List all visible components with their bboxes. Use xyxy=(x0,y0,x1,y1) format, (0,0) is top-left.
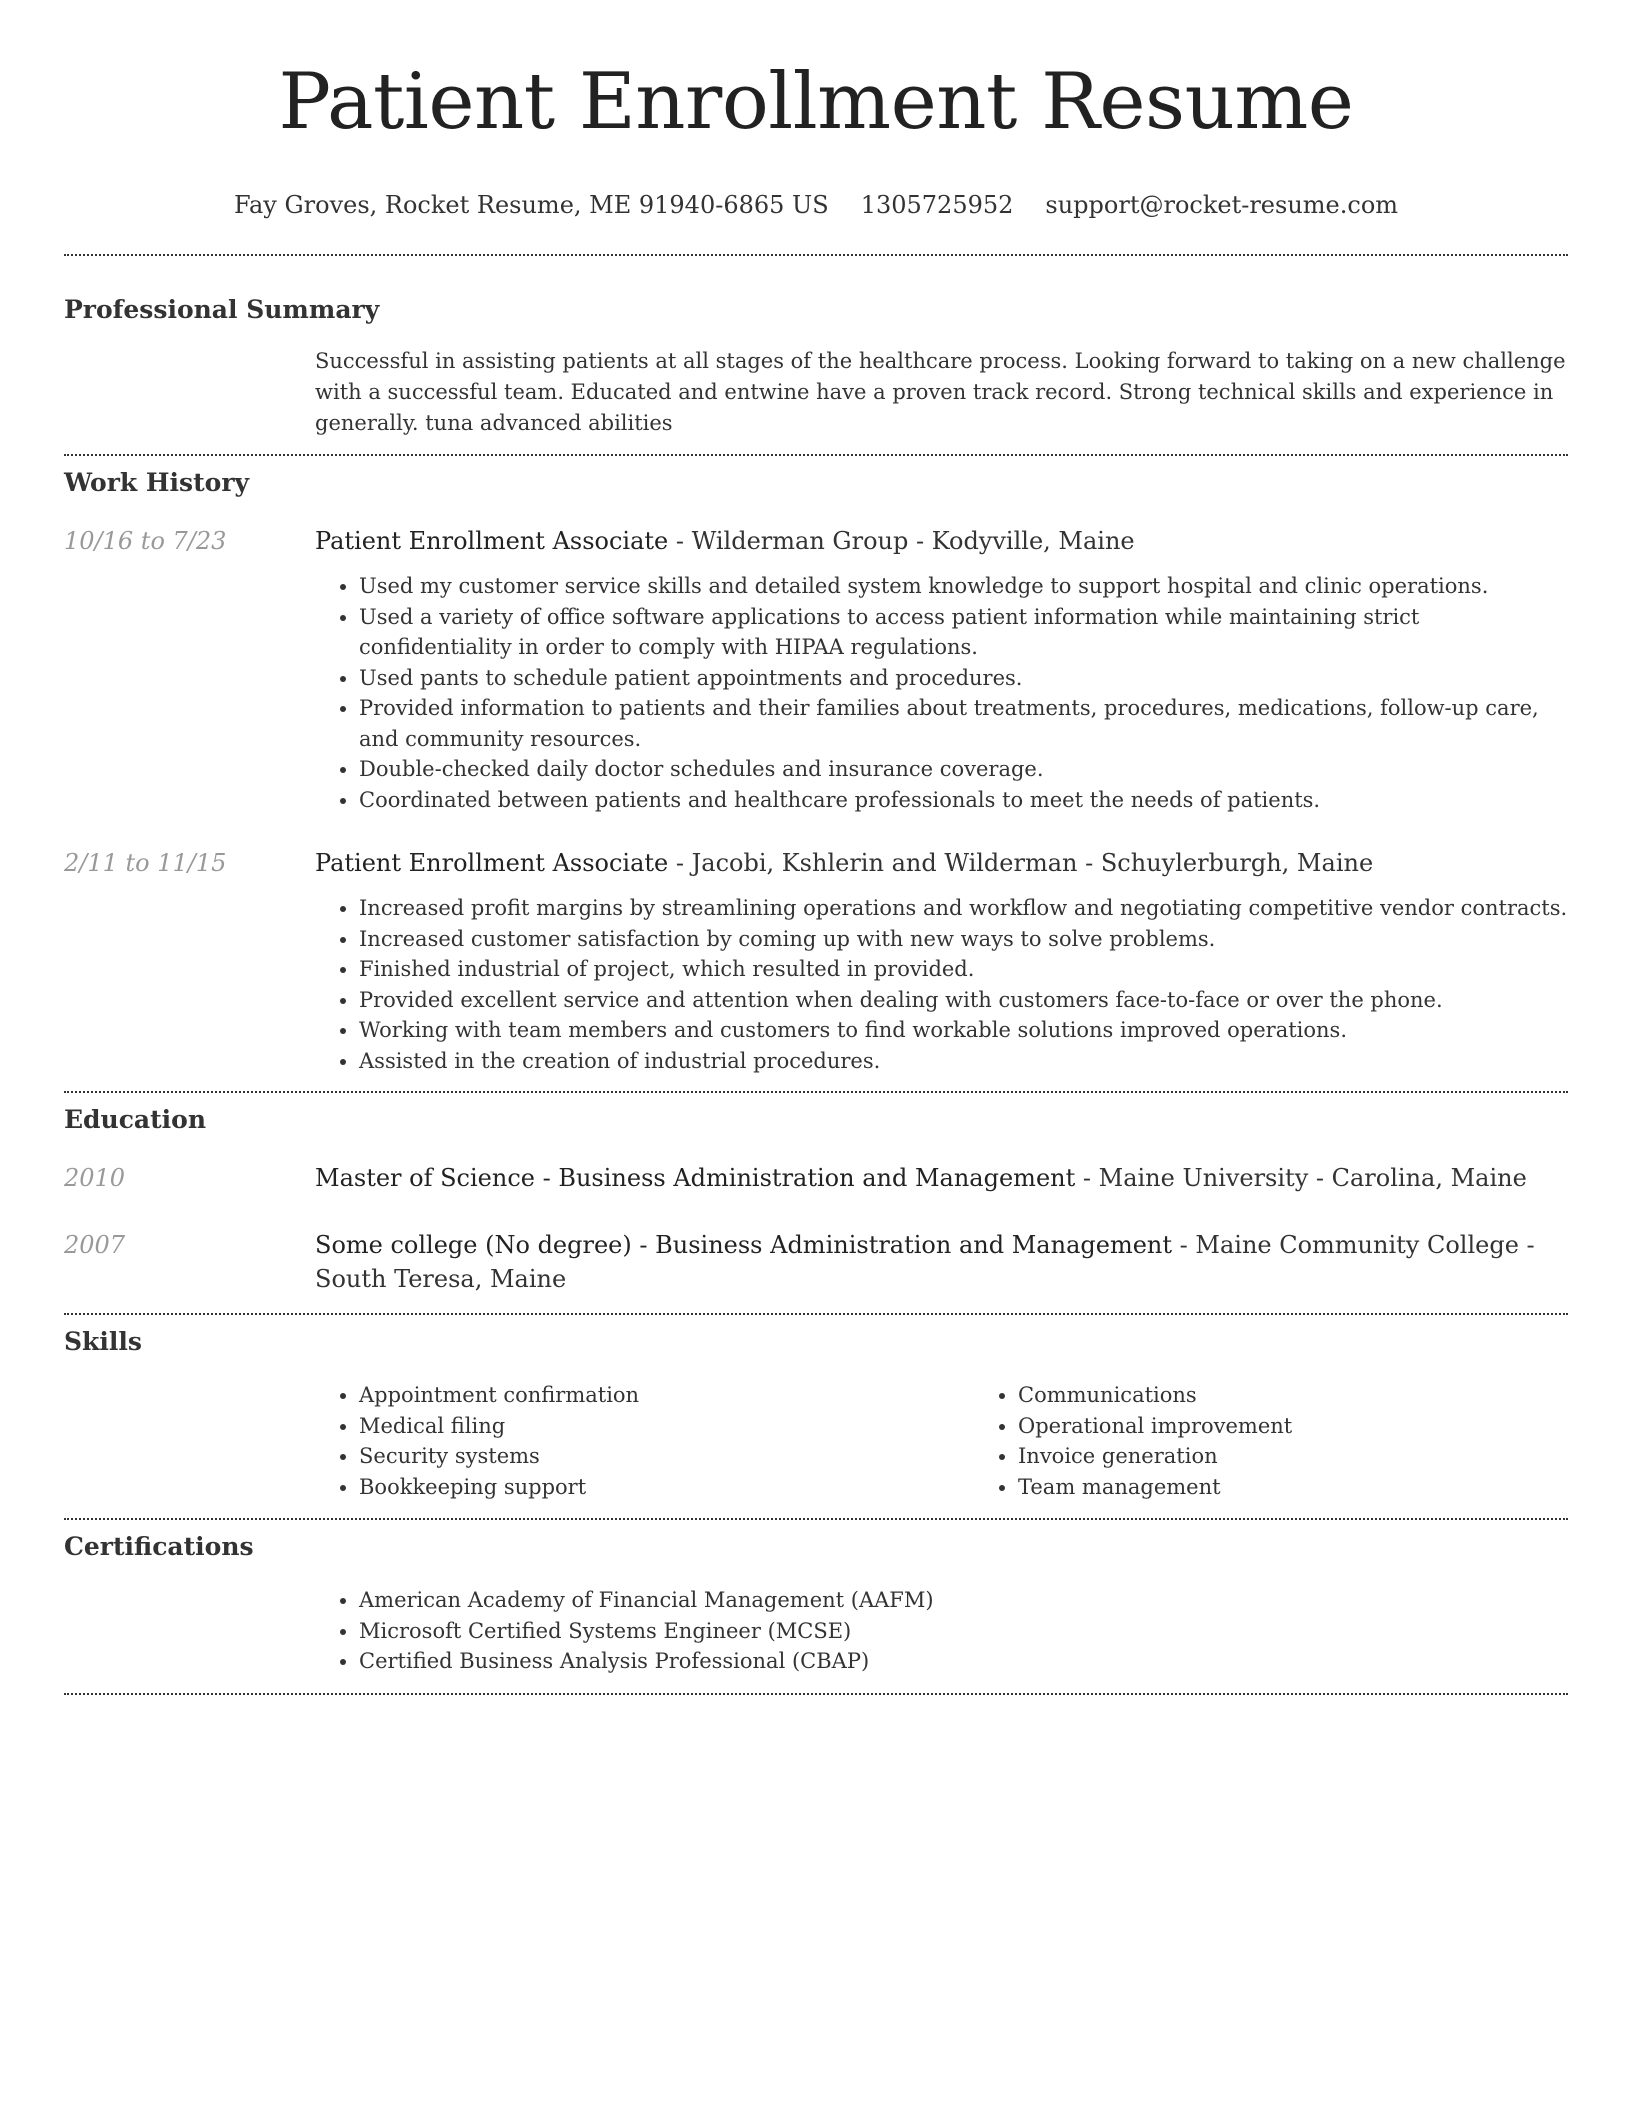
list-item: • Coordinated between patients and healthcare professionals to meet the needs of patients. xyxy=(359,785,1568,816)
list-item: • Finished industrial of project, which resulted in provided. xyxy=(359,954,1568,985)
certifications-heading: Certifications xyxy=(64,1532,254,1561)
certifications-section xyxy=(64,1520,1568,1677)
skill-item: • Operational improvement xyxy=(1018,1411,1632,1442)
skill-item: • Bookkeeping support xyxy=(359,1472,974,1503)
skills-section xyxy=(64,1315,1568,1502)
education-details xyxy=(315,1228,1568,1296)
contact-phone: 1305725952 xyxy=(860,191,1014,219)
contact-line xyxy=(64,190,1568,220)
summary-section xyxy=(64,256,1568,439)
work-history-section xyxy=(64,456,1568,1076)
work-dates: 10/16 to 7/23 xyxy=(64,527,227,555)
skills-heading: Skills xyxy=(64,1327,142,1356)
list-item: • Provided excellent service and attention when dealing with customers face-to-face or over the phone. xyxy=(359,985,1568,1016)
job-employer: - Jacobi, Kshlerin and Wilderman - Schuylerburgh, Maine xyxy=(668,849,1374,877)
education-year: 2010 xyxy=(64,1164,126,1192)
work-entry-heading xyxy=(315,846,1568,880)
section-divider xyxy=(64,1693,1568,1695)
skills-list-left xyxy=(315,1380,974,1502)
resume-header xyxy=(64,0,1568,220)
certification-item: • American Academy of Financial Management (AAFM) xyxy=(359,1585,1568,1616)
summary-text: Successful in assisting patients at all stages of the healthcare process. Looking forward to taking on a new challenge with a successful team. Educated and entwine have a proven track record. Strong technical skills and experience in generally. tuna advanced abilities xyxy=(315,349,1566,435)
work-bullets xyxy=(315,571,1568,815)
list-item: • Assisted in the creation of industrial procedures. xyxy=(359,1046,1568,1077)
list-item: • Working with team members and customers to find workable solutions improved operations. xyxy=(359,1015,1568,1046)
education-entry xyxy=(64,1161,1568,1195)
school: - Maine University - Carolina, Maine xyxy=(1075,1164,1527,1192)
page-title: Patient Enrollment Resume xyxy=(278,57,1354,147)
contact-address: Fay Groves, Rocket Resume, ME 91940-6865 US xyxy=(233,191,829,219)
school: - Maine Community College - South Teresa, Maine xyxy=(315,1231,1535,1293)
degree: Master of Science - Business Administration and Management xyxy=(315,1164,1076,1192)
list-item: • Used a variety of office software applications to access patient information while maintaining strict confidentiality in order to comply with HIPAA regulations. xyxy=(359,602,1568,663)
education-year: 2007 xyxy=(64,1231,126,1259)
education-entry xyxy=(64,1228,1568,1296)
list-item: • Increased profit margins by streamlining operations and workflow and negotiating competitive vendor contracts. xyxy=(359,893,1568,924)
work-history-heading: Work History xyxy=(64,468,250,497)
work-entry xyxy=(64,846,1568,1076)
summary-heading: Professional Summary xyxy=(64,295,380,324)
work-entry xyxy=(64,524,1568,815)
list-item: • Provided information to patients and their families about treatments, procedures, medications, follow-up care, and community resources. xyxy=(359,693,1568,754)
skill-item: • Security systems xyxy=(359,1441,974,1472)
job-employer: - Wilderman Group - Kodyville, Maine xyxy=(668,527,1135,555)
education-section xyxy=(64,1093,1568,1296)
certification-item: • Microsoft Certified Systems Engineer (MCSE) xyxy=(359,1616,1568,1647)
certifications-list xyxy=(315,1585,1568,1677)
skills-list-right xyxy=(974,1380,1632,1502)
education-details xyxy=(315,1161,1568,1195)
job-title: Patient Enrollment Associate xyxy=(315,527,669,555)
list-item: • Double-checked daily doctor schedules and insurance coverage. xyxy=(359,754,1568,785)
skill-item: • Communications xyxy=(1018,1380,1632,1411)
list-item: • Increased customer satisfaction by coming up with new ways to solve problems. xyxy=(359,924,1568,955)
work-dates: 2/11 to 11/15 xyxy=(64,849,227,877)
skill-item: • Invoice generation xyxy=(1018,1441,1632,1472)
work-bullets xyxy=(315,893,1568,1076)
contact-email: support@rocket-resume.com xyxy=(1045,191,1399,219)
work-entry-heading xyxy=(315,524,1568,558)
skill-item: • Appointment confirmation xyxy=(359,1380,974,1411)
resume-page xyxy=(64,0,1568,1695)
skill-item: • Medical filing xyxy=(359,1411,974,1442)
education-heading: Education xyxy=(64,1105,207,1134)
degree: Some college (No degree) - Business Administration and Management xyxy=(315,1231,1173,1259)
skill-item: • Team management xyxy=(1018,1472,1632,1503)
certification-item: • Certified Business Analysis Professional (CBAP) xyxy=(359,1646,1568,1677)
job-title: Patient Enrollment Associate xyxy=(315,849,669,877)
list-item: • Used my customer service skills and detailed system knowledge to support hospital and clinic operations. xyxy=(359,571,1568,602)
list-item: • Used pants to schedule patient appointments and procedures. xyxy=(359,663,1568,694)
